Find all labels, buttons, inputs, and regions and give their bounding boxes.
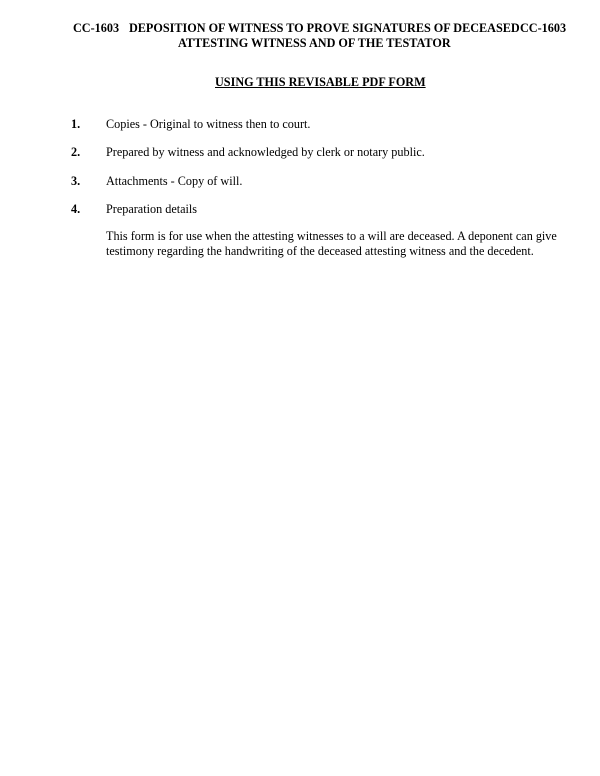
form-code-right: CC-1603 [520,21,567,35]
details-line: testimony regarding the handwriting of the deceased attesting witness and the decedent. [106,243,534,258]
form-code-left: CC-1603 [73,21,120,35]
form-title-line-1: DEPOSITION OF WITNESS TO PROVE SIGNATURES OF DECEASED [129,21,520,35]
form-title-line-2: ATTESTING WITNESS AND OF THE TESTATOR [178,36,451,50]
preparation-details-paragraph [106,229,566,258]
item-text: Prepared by witness and acknowledged by clerk or notary public. [106,145,425,159]
item-text: Copies - Original to witness then to court. [106,117,311,131]
item-number: 2. [71,145,81,159]
item-text: Attachments - Copy of will. [106,174,243,188]
details-line: This form is for use when the attesting witnesses to a will are deceased. A deponent can give [106,229,557,243]
item-text: Preparation details [106,202,198,216]
item-number: 3. [71,174,81,188]
item-number: 1. [71,117,81,131]
section-title: USING THIS REVISABLE PDF FORM [215,75,426,89]
item-number: 4. [71,202,81,216]
